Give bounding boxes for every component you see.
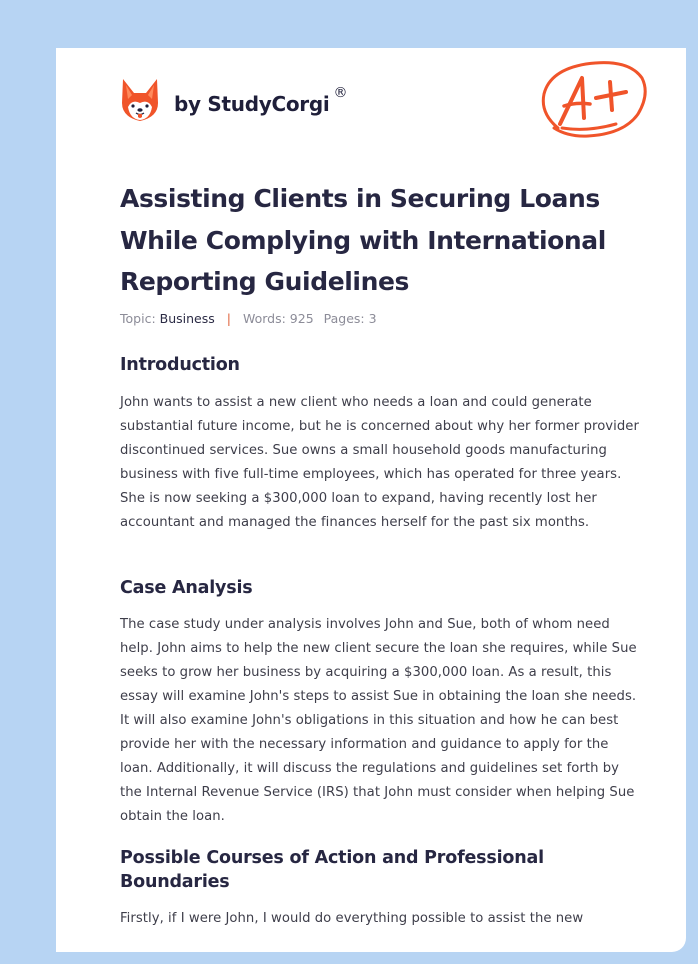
words-label: Words: xyxy=(242,311,286,326)
topic-value[interactable]: Business xyxy=(159,311,215,326)
corgi-logo-icon xyxy=(120,77,160,123)
brand-name: by StudyCorgi xyxy=(174,92,330,116)
topic-label: Topic: xyxy=(120,311,156,326)
document-card xyxy=(56,48,686,952)
pages-label: Pages: xyxy=(323,311,365,326)
section-heading-courses-of-action: Possible Courses of Action and Professional Boundaries xyxy=(120,848,544,892)
section-heading-case-analysis: Case Analysis xyxy=(120,578,253,598)
section-paragraph-introduction: John wants to assist a new client who needs a loan and could generate substantial future income, but he is concerned about why her former provider discontinued services. Sue owns a small household goods manufacturing business with five full-time employees, which has operated for three years. She is now seeking a $300,000 loan to expand, having recently lost her accountant and managed the finances herself for the past six months. xyxy=(120,395,639,530)
brand-header[interactable] xyxy=(120,76,347,124)
registered-mark: ® xyxy=(333,85,348,101)
a-plus-grade-icon xyxy=(538,58,650,140)
pages-value: 3 xyxy=(368,311,377,326)
meta-separator: | xyxy=(226,311,231,326)
section-paragraph-courses-of-action: Firstly, if I were John, I would do everything possible to assist the new xyxy=(120,911,584,926)
section-paragraph-case-analysis: The case study under analysis involves John and Sue, both of whom need help. John aims to help the new client secure the loan she requires, while Sue seeks to grow her business by acquiring a $300,000 loan. As a result, this essay will examine John's steps to assist Sue in obtaining the loan she needs. It will also examine John's obligations in this situation and how he can best provide her with the necessary information and guidance to apply for the loan. Additionally, it will discuss the regulations and guidelines set forth by the Internal Revenue Service (IRS) that John must consider when helping Sue obtain the loan. xyxy=(120,617,637,824)
document-meta xyxy=(120,311,377,326)
words-value: 925 xyxy=(289,311,314,326)
section-heading-introduction: Introduction xyxy=(120,355,240,375)
document-title: Assisting Clients in Securing Loans While Complying with International Reporting Guidelines xyxy=(120,184,606,296)
